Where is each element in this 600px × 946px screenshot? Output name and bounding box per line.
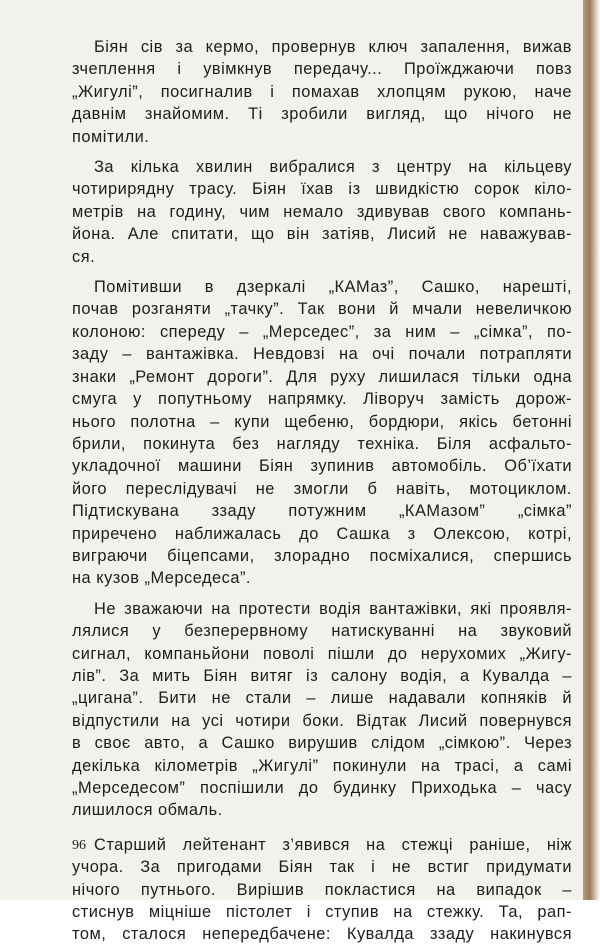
text-line: За кілька хвилин вибралися з центру на кільцеву	[94, 158, 572, 177]
text-line: лів”. За мить Біян витяг із салону водія, а Кувалда –	[72, 666, 572, 685]
text-line: Старший лейтенант з’явився на стежці раніше, ніж	[94, 835, 572, 854]
text-line: метрів на годину, чим немало здивував свого компань-	[72, 202, 572, 221]
text-line: чотирирядну трасу. Біян їхав із швидкістю сорок кіло-	[72, 180, 572, 199]
text-line: нічого путнього. Вирішив покластися на випадок –	[72, 880, 572, 899]
text-line: ся.	[72, 247, 96, 266]
text-line: декілька кілометрів „Жигулі” покинули на трасі, а самі	[72, 756, 572, 775]
text-line: приречено наближалась до Сашка з Олексою, котрі,	[72, 524, 572, 543]
text-line: „Жигулі”, посигналив і помахав хлопцям рукою, наче	[72, 82, 572, 101]
text-line: лялися у безперервному натискуванні на звуковий	[72, 622, 572, 641]
text-line: колоною: спереду – „Мерседес”, за ним – „сімка”, по-	[72, 322, 572, 341]
page-number: 96	[72, 838, 86, 853]
text-line: стиснув міцніше пістолет і ступив на стежку. Та, рап-	[72, 903, 572, 922]
text-line: нього полотна – купи щебеню, бордюри, якісь бетонні	[72, 412, 572, 431]
text-line: знаки „Ремонт дороги”. Для руху лишилася тільки одна	[72, 367, 572, 386]
text-line: давнім знайомим. Ті зробили вигляд, що нічого не	[72, 105, 572, 124]
book-spine-edge	[583, 0, 600, 900]
text-line: Біян сів за кермо, провернув ключ запалення, вижав	[94, 38, 572, 56]
text-line: відпустили на усі чотири боки. Відтак Лисий повернувся	[72, 711, 572, 730]
text-line: брили, покинута без нагляду техніка. Біля асфальто-	[72, 434, 572, 453]
text-line: укладочної машини Біян зупинив автомобіль. Об’їхати	[72, 457, 572, 476]
text-line: учора. За пригодами Біян так і не встиг придумати	[72, 858, 572, 877]
body-text	[72, 36, 572, 946]
text-line: смуга у попутньому напрямку. Ліворуч замість дорож-	[72, 390, 572, 409]
paragraph-3	[72, 276, 572, 590]
text-line: „цигана”. Бити не стали – лише надавали копняків й	[72, 689, 572, 708]
text-line: в своє авто, а Сашко вирушив слідом „сімкою”. Через	[72, 734, 572, 753]
paragraph-2	[72, 156, 572, 268]
text-line: зчеплення і увімкнув передачу... Проїжджаючи повз	[72, 60, 572, 79]
text-line: сигнал, компаньйони поволі пішли до нерухомих „Жигу-	[72, 644, 572, 663]
text-line: виграючи біцепсами, злорадно посміхалися, спершись	[72, 546, 572, 565]
paragraph-5	[72, 834, 572, 946]
text-line: „Мерседесом” поспішили до будинку Приходька – часу	[72, 779, 572, 797]
text-line: його переслідувачі не змогли б навіть, мотоциклом.	[72, 479, 572, 498]
text-line: йона. Але спитати, що він затіяв, Лисий не наважував-	[72, 225, 572, 244]
text-line: почав розганяти „тачку”. Так вони й мчали невеличкою	[72, 300, 572, 319]
text-line: помітили.	[72, 127, 150, 146]
text-line: том, сталося непередбачене: Кувалда ззаду накинувся	[72, 925, 572, 944]
text-line: заду – вантажівка. Невдовзі на очі почали потрапляти	[72, 345, 572, 364]
text-line: на кузов „Мерседеса”.	[72, 569, 251, 588]
text-line: Підтискувана ззаду потужним „КАМазом” „сімка”	[72, 502, 572, 521]
paragraph-4	[72, 598, 572, 822]
text-line: Помітивши в дзеркалі „КАМаз”, Сашко, нарешті,	[94, 278, 572, 297]
paragraph-1	[72, 36, 572, 148]
text-line: Не зважаючи на протести водія вантажівки, які проявля-	[94, 599, 572, 618]
text-line: лишилося обмаль.	[72, 801, 223, 820]
